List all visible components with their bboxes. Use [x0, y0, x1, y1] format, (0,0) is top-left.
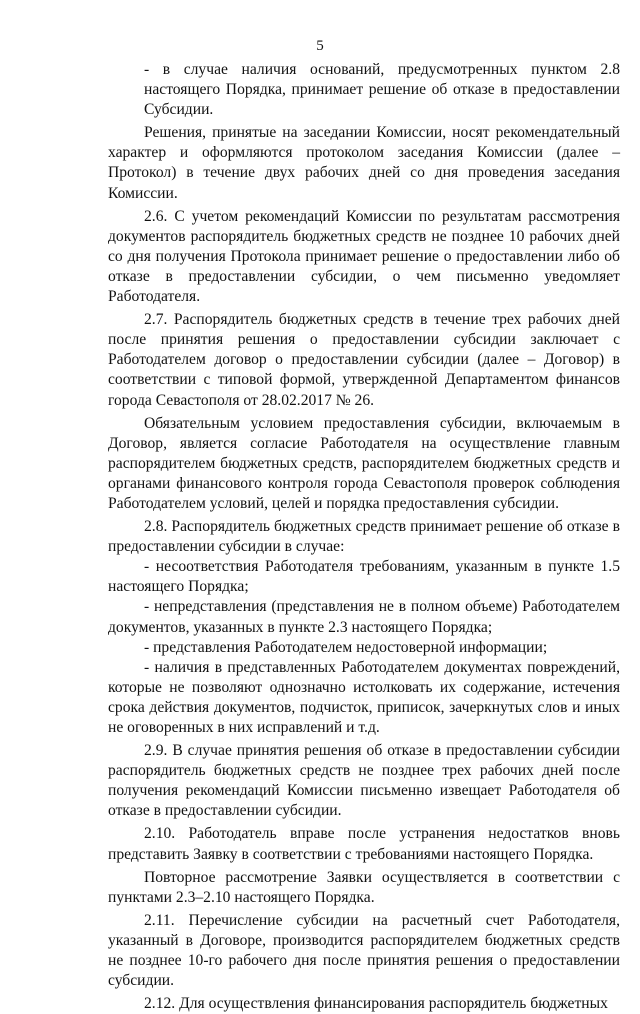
list-item: - несоответствия Работодателя требованиям, указанным в пункте 1.5 настоящего Порядка;: [108, 558, 620, 596]
list-item: - наличия в представленных Работодателем документах повреждений, которые не позволяют однозначно истолковать их содержание, истечения срока действия документов, подчисток, приписок, зачеркнутых слов и иных не оговоренных в них исправлений и т.д.: [108, 658, 620, 736]
paragraph: Повторное рассмотрение Заявки осуществляется в соответствии с пунктами 2.3–2.10 настоящего Порядка.: [108, 868, 620, 906]
list-item: - представления Работодателем недостоверной информации;: [144, 638, 548, 656]
paragraph-first: - в случае наличия оснований, предусмотренных пунктом 2.8 настоящего Порядка, принимает решение об отказе в предоставлении Субсидии.: [144, 61, 620, 119]
paragraph: 2.12. Для осуществления финансирования распорядитель бюджетных: [144, 995, 608, 1013]
paragraph: 2.9. В случае принятия решения об отказе в предоставлении субсидии распорядитель бюджетных средств не позднее трех рабочих дней после получения рекомендаций Комиссии письменно извещает Работодателя об отказе в предоставлении субсидии.: [108, 742, 620, 820]
paragraph: 2.10. Работодатель вправе после устранения недостатков вновь представить Заявку в соответствии с требованиями настоящего Порядка.: [108, 825, 620, 863]
page-number: 5: [316, 38, 324, 54]
paragraph: 2.11. Перечисление субсидии на расчетный счет Работодателя, указанный в Договоре, производится распорядителем бюджетных средств не позднее 10-го рабочего дня после принятия решения о предоставлении субсидии.: [108, 911, 620, 990]
paragraph: Решения, принятые на заседании Комиссии, носят рекомендательный характер и оформляются протоколом заседания Комиссии (далее – Протокол) в течение двух рабочих дней со дня проведения заседания Комиссии.: [108, 124, 620, 202]
paragraph: 2.6. С учетом рекомендаций Комиссии по результатам рассмотрения документов распорядитель бюджетных средств не позднее 10 рабочих дней со дня получения Протокола принимает решение о предоставлении либо об отказе в предоставлении субсидии, о чем письменно уведомляет Работодателя.: [108, 207, 620, 306]
paragraph: Обязательным условием предоставления субсидии, включаемым в Договор, является согласие Работодателя на осуществление главным распорядителем бюджетных средств, распорядителем бюджетных средств и органами финансового контроля города Севастополя проверок соблюдения Работодателем условий, целей и порядка предоставления субсидии.: [108, 414, 620, 512]
document-body: [108, 60, 620, 1014]
paragraph: 2.7. Распорядитель бюджетных средств в течение трех рабочих дней после принятия решения о предоставлении субсидии заключает с Работодателем договор о предоставлении субсидии (далее – Договор) в соответствии с типовой формой, утвержденной Департаментом финансов города Севастополя от 28.02.2017 № 26.: [108, 311, 620, 409]
list-item: - непредставления (представления не в полном объеме) Работодателем документов, указанных в пункте 2.3 настоящего Порядка;: [108, 598, 620, 636]
paragraph: 2.8. Распорядитель бюджетных средств принимает решение об отказе в предоставлении субсидии в случае:: [108, 518, 620, 556]
